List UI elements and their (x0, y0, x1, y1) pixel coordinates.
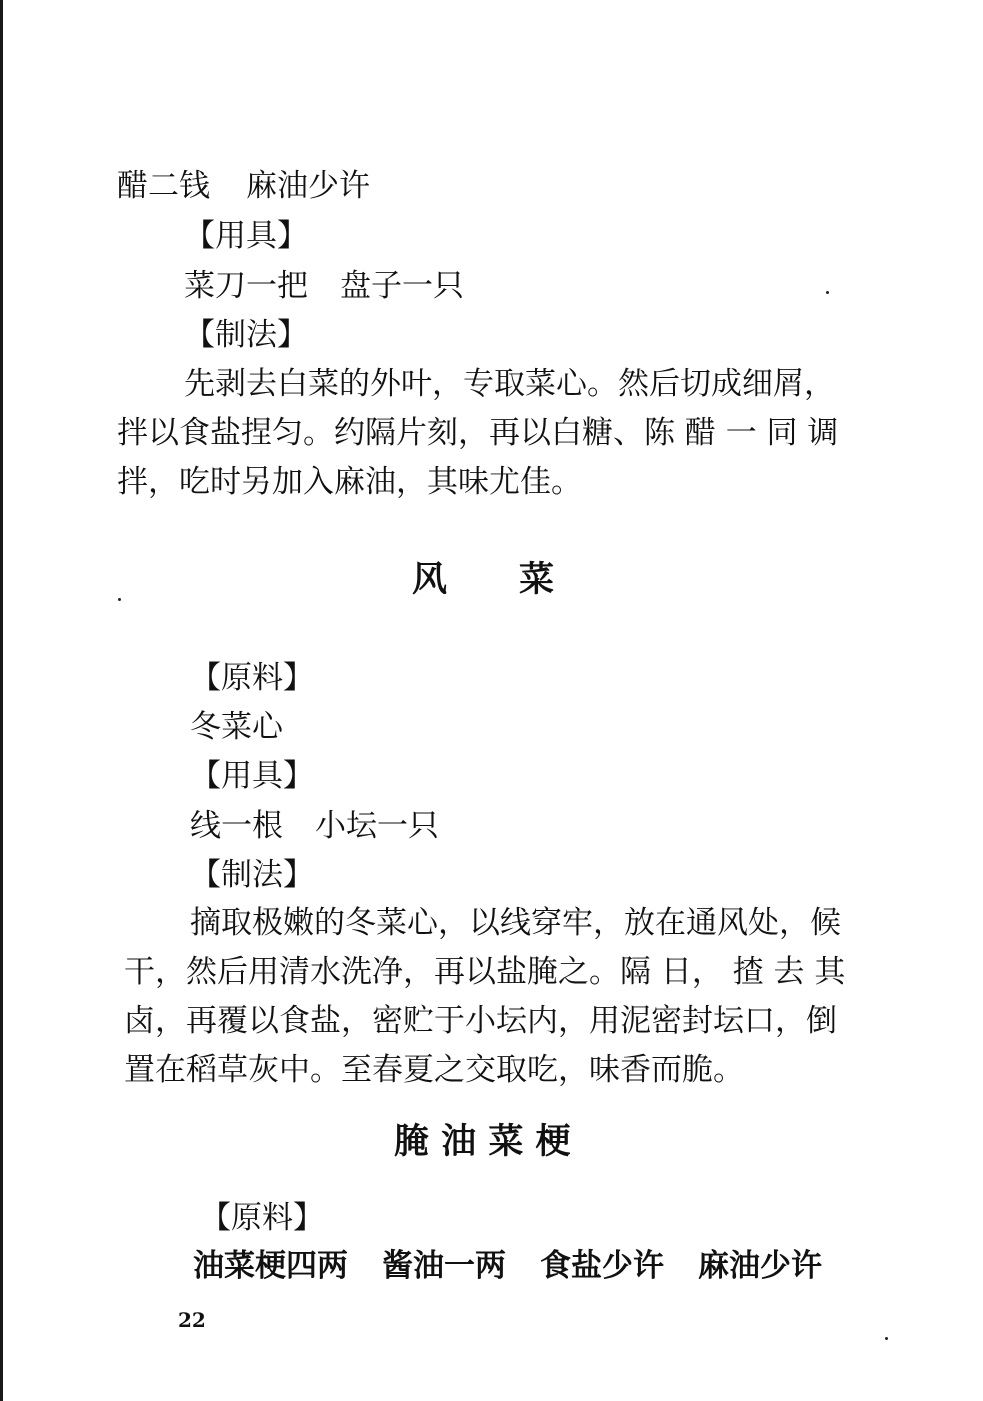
scan-speck (826, 291, 829, 294)
tools-line (184, 266, 464, 306)
ingredients-line (193, 1246, 822, 1286)
method-line: 先剥去白菜的外叶，专取菜心。然后切成细屑， (184, 366, 835, 402)
method-line: 拌以食盐捏匀。约隔片刻，再以白糖、陈 醋 一 同 调 (117, 415, 839, 451)
ingredients-line: 冬菜心 (190, 709, 283, 745)
recipe-title: 腌 油 菜 梗 (394, 1122, 571, 1162)
page-number: 22 (178, 1308, 206, 1332)
ingredient-item: 麻油少许 (698, 1248, 822, 1284)
tools-heading: 【用具】 (184, 218, 308, 254)
method-heading: 【制法】 (190, 857, 314, 893)
ingredient-item: 醋二钱 (117, 168, 210, 204)
method-heading: 【制法】 (184, 317, 308, 353)
method-line: 干，然后用清水洗净，再以盐腌之。隔 日， 揸 去 其 (124, 954, 846, 990)
recipe-title-char: 风 (412, 560, 448, 600)
recipe-title-char: 菜 (519, 560, 555, 600)
ingredient-item: 食盐少许 (540, 1248, 664, 1284)
scan-speck (885, 1337, 888, 1340)
tool-item: 盘子一只 (340, 268, 464, 304)
ingredient-item: 酱油一两 (382, 1248, 506, 1284)
tools-line (190, 806, 439, 846)
method-line: 卤，再覆以食盐，密贮于小坛内，用泥密封坛口，倒 (124, 1003, 837, 1039)
method-line: 摘取极嫩的冬菜心，以线穿牢，放在通风处，候 (190, 905, 841, 941)
ingredient-item: 油菜梗四两 (193, 1248, 348, 1284)
tool-item: 线一根 (190, 808, 283, 844)
ingredient-item: 麻油少许 (246, 168, 370, 204)
ingredients-heading: 【原料】 (190, 660, 314, 696)
page-left-edge (0, 0, 3, 1401)
tools-heading: 【用具】 (190, 758, 314, 794)
scan-speck (118, 598, 121, 601)
tool-item: 小坛一只 (315, 808, 439, 844)
tool-item: 菜刀一把 (184, 268, 308, 304)
method-line: 拌，吃时另加入麻油，其味尤佳。 (117, 464, 582, 500)
recipe-title (412, 558, 554, 602)
ingredients-heading: 【原料】 (200, 1200, 324, 1236)
ingredients-continued (117, 166, 370, 206)
method-line: 置在稻草灰中。至春夏之交取吃，味香而脆。 (124, 1052, 744, 1088)
